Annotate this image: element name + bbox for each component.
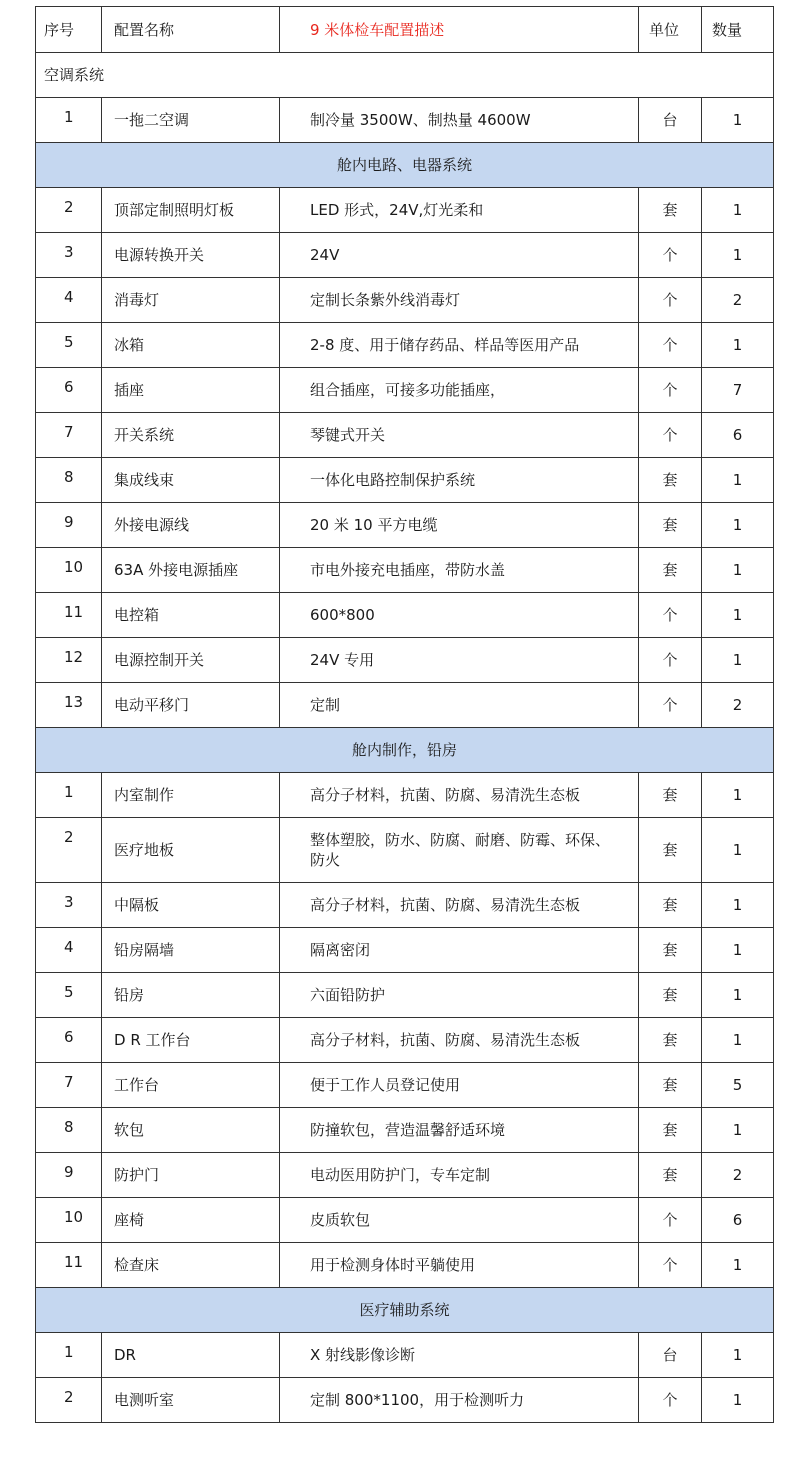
table-row [36,1063,774,1108]
item-name: 工作台 [102,1063,280,1108]
item-description: 定制 [280,683,639,728]
item-unit: 套 [639,773,702,818]
item-description: 20 米 10 平方电缆 [280,503,639,548]
section-row [36,728,774,773]
row-number: 4 [36,928,102,973]
item-description: 隔离密闭 [280,928,639,973]
item-quantity: 7 [702,368,774,413]
item-description: 皮质软包 [280,1198,639,1243]
table-row [36,1243,774,1288]
item-description: 一体化电路控制保护系统 [280,458,639,503]
row-number: 3 [36,233,102,278]
item-name: 防护门 [102,1153,280,1198]
item-name: 插座 [102,368,280,413]
config-table [35,6,774,1423]
header-unit: 单位 [639,7,702,53]
item-description: 24V [280,233,639,278]
item-name: 消毒灯 [102,278,280,323]
item-unit: 套 [639,1018,702,1063]
header-qty: 数量 [702,7,774,53]
row-number: 9 [36,503,102,548]
row-number: 13 [36,683,102,728]
item-quantity: 1 [702,503,774,548]
item-quantity: 1 [702,883,774,928]
item-unit: 套 [639,503,702,548]
item-unit: 套 [639,1153,702,1198]
row-number: 1 [36,1333,102,1378]
row-number: 10 [36,1198,102,1243]
item-quantity: 6 [702,413,774,458]
item-name: 顶部定制照明灯板 [102,188,280,233]
table-row [36,773,774,818]
item-quantity: 1 [702,1243,774,1288]
row-number: 8 [36,1108,102,1153]
item-unit: 套 [639,928,702,973]
item-unit: 台 [639,98,702,143]
item-description: 高分子材料，抗菌、防腐、易清洗生态板 [280,773,639,818]
table-row [36,503,774,548]
item-unit: 套 [639,1108,702,1153]
table-row [36,458,774,503]
table-row [36,368,774,413]
item-quantity: 1 [702,593,774,638]
item-quantity: 1 [702,638,774,683]
item-quantity: 1 [702,98,774,143]
item-unit: 套 [639,188,702,233]
item-name: 软包 [102,1108,280,1153]
item-quantity: 6 [702,1198,774,1243]
row-number: 1 [36,773,102,818]
item-name: 开关系统 [102,413,280,458]
section-title: 医疗辅助系统 [36,1288,774,1333]
item-name: 外接电源线 [102,503,280,548]
item-name: DR [102,1333,280,1378]
table-row [36,818,774,883]
table-row [36,928,774,973]
section-row [36,1288,774,1333]
item-quantity: 1 [702,818,774,883]
row-number: 7 [36,413,102,458]
item-name: 医疗地板 [102,818,280,883]
row-number: 7 [36,1063,102,1108]
item-name: 铅房隔墙 [102,928,280,973]
item-quantity: 1 [702,548,774,593]
item-description: 高分子材料，抗菌、防腐、易清洗生态板 [280,883,639,928]
item-quantity: 5 [702,1063,774,1108]
table-row [36,1018,774,1063]
item-quantity: 1 [702,233,774,278]
item-unit: 个 [639,683,702,728]
item-unit: 个 [639,1198,702,1243]
item-quantity: 1 [702,458,774,503]
item-description: 六面铅防护 [280,973,639,1018]
item-description: 便于工作人员登记使用 [280,1063,639,1108]
row-number: 8 [36,458,102,503]
item-unit: 台 [639,1333,702,1378]
item-quantity: 1 [702,188,774,233]
section-row [36,53,774,98]
table-row [36,1333,774,1378]
item-name: 检查床 [102,1243,280,1288]
item-name: 铅房 [102,973,280,1018]
table-row [36,233,774,278]
item-description: 24V 专用 [280,638,639,683]
item-quantity: 2 [702,1153,774,1198]
row-number: 5 [36,323,102,368]
table-row [36,323,774,368]
table-row [36,278,774,323]
row-number: 11 [36,593,102,638]
item-quantity: 1 [702,323,774,368]
table-row [36,973,774,1018]
item-name: 中隔板 [102,883,280,928]
item-quantity: 2 [702,278,774,323]
item-unit: 个 [639,1243,702,1288]
item-description: 整体塑胶，防水、防腐、耐磨、防霉、环保、防火 [280,818,639,883]
item-name: 冰箱 [102,323,280,368]
item-description: 组合插座，可接多功能插座， [280,368,639,413]
item-unit: 套 [639,973,702,1018]
item-unit: 套 [639,883,702,928]
row-number: 10 [36,548,102,593]
item-name: 电源控制开关 [102,638,280,683]
item-unit: 个 [639,413,702,458]
item-unit: 个 [639,638,702,683]
item-unit: 套 [639,1063,702,1108]
header-desc: 9 米体检车配置描述 [280,7,639,53]
table-row [36,188,774,233]
item-description: LED 形式，24V,灯光柔和 [280,188,639,233]
item-name: 座椅 [102,1198,280,1243]
table-row [36,593,774,638]
item-description: 制冷量 3500W、制热量 4600W [280,98,639,143]
header-no: 序号 [36,7,102,53]
row-number: 11 [36,1243,102,1288]
item-quantity: 1 [702,1108,774,1153]
item-description: 定制长条紫外线消毒灯 [280,278,639,323]
item-name: 电控箱 [102,593,280,638]
item-description: 琴键式开关 [280,413,639,458]
item-unit: 个 [639,323,702,368]
item-unit: 个 [639,233,702,278]
header-row [36,7,774,53]
item-description: 市电外接充电插座，带防水盖 [280,548,639,593]
item-description: 高分子材料，抗菌、防腐、易清洗生态板 [280,1018,639,1063]
section-title: 舱内电路、电器系统 [36,143,774,188]
table-row [36,98,774,143]
item-name: 集成线束 [102,458,280,503]
item-name: 电测听室 [102,1378,280,1423]
table-row [36,683,774,728]
item-quantity: 1 [702,928,774,973]
table-row [36,1108,774,1153]
row-number: 4 [36,278,102,323]
row-number: 3 [36,883,102,928]
row-number: 12 [36,638,102,683]
item-unit: 个 [639,593,702,638]
table-row [36,883,774,928]
table-row [36,413,774,458]
item-name: 电源转换开关 [102,233,280,278]
header-name: 配置名称 [102,7,280,53]
table-row [36,1198,774,1243]
table-row [36,1378,774,1423]
table-row [36,548,774,593]
section-title: 空调系统 [36,53,774,98]
table-row [36,638,774,683]
item-description: 电动医用防护门，专车定制 [280,1153,639,1198]
item-quantity: 2 [702,683,774,728]
item-quantity: 1 [702,773,774,818]
item-unit: 套 [639,458,702,503]
row-number: 1 [36,98,102,143]
table-row [36,1153,774,1198]
row-number: 6 [36,368,102,413]
item-name: 内室制作 [102,773,280,818]
item-unit: 套 [639,818,702,883]
item-unit: 个 [639,1378,702,1423]
item-description: 600*800 [280,593,639,638]
item-unit: 个 [639,368,702,413]
item-description: 用于检测身体时平躺使用 [280,1243,639,1288]
item-quantity: 1 [702,1018,774,1063]
item-quantity: 1 [702,1333,774,1378]
row-number: 6 [36,1018,102,1063]
item-name: 电动平移门 [102,683,280,728]
item-description: X 射线影像诊断 [280,1333,639,1378]
row-number: 5 [36,973,102,1018]
item-description: 定制 800*1100，用于检测听力 [280,1378,639,1423]
section-title: 舱内制作，铅房 [36,728,774,773]
row-number: 2 [36,188,102,233]
section-row [36,143,774,188]
row-number: 2 [36,1378,102,1423]
item-description: 防撞软包，营造温馨舒适环境 [280,1108,639,1153]
item-quantity: 1 [702,1378,774,1423]
item-unit: 个 [639,278,702,323]
row-number: 2 [36,818,102,883]
item-description: 2-8 度、用于储存药品、样品等医用产品 [280,323,639,368]
item-name: 一拖二空调 [102,98,280,143]
item-name: D R 工作台 [102,1018,280,1063]
row-number: 9 [36,1153,102,1198]
item-quantity: 1 [702,973,774,1018]
item-name: 63A 外接电源插座 [102,548,280,593]
item-unit: 套 [639,548,702,593]
